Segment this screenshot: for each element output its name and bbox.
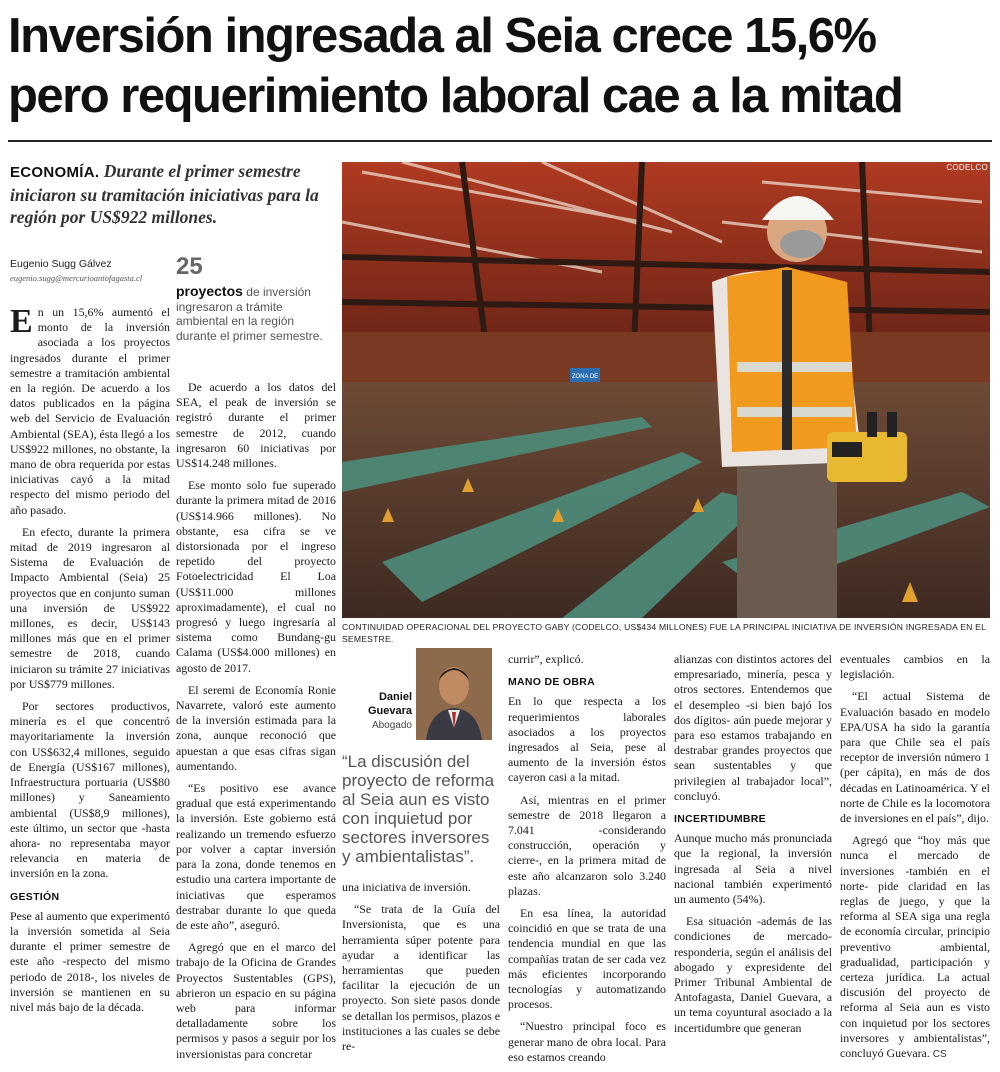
paragraph: Esa situación -además de las condiciones de mercado- responderia, según el análisis del abogado y expresidente del Primer Tribunal Ambiental de Antofagasta, Daniel Guevara, a un tema coyuntural asociado a la incertidumbre que generan bbox=[674, 914, 832, 1035]
stat-number: 25 bbox=[176, 253, 203, 280]
headline bbox=[8, 6, 992, 126]
headline-line1: Inversión ingresada al Seia crece 15,6% bbox=[8, 9, 876, 63]
paragraph: Aunque mucho más pronunciada que la regional, la inversión ingresada al Seia a nivel nacional también experimentó un aumento (54%). bbox=[674, 831, 832, 907]
person-name: Daniel Guevara bbox=[367, 691, 412, 717]
stat-bold: proyectos bbox=[176, 283, 243, 299]
portrait-caption bbox=[342, 690, 412, 731]
portrait-photo bbox=[416, 648, 492, 740]
lead-text: Durante el primer semestre iniciaron su tramitación iniciativas para la región por US$922 millones. bbox=[10, 161, 319, 227]
paragraph: eventuales cambios en la legislación. bbox=[840, 652, 990, 682]
paragraph: Por sectores productivos, minería es el que concentró mayoritariamente la inversión con US$632,4 millones, seguido de Energía (US$167 millones), Infraestructura portuaria (US$80 millones) y Saneamiento ambiental (US$8,9 millones), este último, un sector que -hasta ahora- no representaba mayor relevancia en materia de inversión en la zona. bbox=[10, 699, 170, 881]
photo-credit: CODELCO bbox=[946, 163, 988, 172]
subhead-gestion: GESTIÓN bbox=[10, 890, 60, 903]
photo-caption: CONTINUIDAD OPERACIONAL DEL PROYECTO GABY (CODELCO, US$434 MILLONES) FUE LA PRINCIPAL INICIATIVA DE INVERSIÓN INGRESADA EN EL SEMESTRE. bbox=[342, 622, 986, 644]
article-photo bbox=[342, 162, 990, 618]
byline bbox=[10, 258, 170, 283]
author-name: Eugenio Sugg Gálvez bbox=[10, 258, 112, 270]
end-mark: CS bbox=[932, 1049, 947, 1061]
drop-cap: E bbox=[10, 303, 33, 340]
paragraph: De acuerdo a los datos del SEA, el peak de inversión se registró durante el primer semestre de 2012, cuando ingresaron 60 iniciativas por US$14.248 millones. bbox=[176, 380, 336, 471]
industrial-plant-photo bbox=[342, 162, 990, 618]
headline-rule bbox=[8, 140, 992, 142]
headline-line2: pero requerimiento laboral cae a la mitad bbox=[8, 69, 903, 123]
paragraph: alianzas con distintos actores del empresariado, minería, pesca y otros sectores. Entendemos que el desempleo -si bien bajó los dos dígitos- aún puede mejorar y para eso estamos trabajando en destrabar grandes proyectos que sean sustentables y que privilegien al trabajador local”, concluyó. bbox=[674, 652, 832, 803]
paragraph: Agregó que en el marco del trabajo de la Oficina de Grandes Proyectos Sustentables (GPS), abrieron un espacio en su página web para informar detalladamente sobre los permisos y pasos a seguir por los inversionistas para concretar bbox=[176, 940, 336, 1061]
paragraph: Agregó que “hoy más que nunca el mercado de inversiones -también en el norte- pide claridad en las reglas de juego, y que la reforma al SEA siga una regla de economía circular, principio preventivo ambiental, gradualidad, participación y certeza jurídica. La actual discusión del proyecto de reforma al Seia aun es visto con inquietud por los sectores inversores y ambientalistas”, concluyó Guevara. CS bbox=[840, 833, 990, 1061]
article-column-3 bbox=[342, 880, 500, 1061]
article-column-1 bbox=[10, 305, 170, 1022]
paragraph: Ese monto solo fue superado durante la primera mitad de 2016 (US$14.966 millones). No obstante, esa cifra se ve distorsionada por el ingreso repetido del proyecto Fotoelectricidad El Loa (US$11.000 millones aproximadamente), el cual no progresó y luego ingresaría al sistema como Bundang-gu Calama (US$4.000 millones) en agosto de 2017. bbox=[176, 478, 336, 675]
paragraph: Así, mientras en el primer semestre de 2018 llegaron a 7.041 -considerando construcción, operación y cierre-, en la primera mitad de este año alcanzaron solo 3.240 plazas. bbox=[508, 792, 666, 898]
article-column-2 bbox=[176, 380, 336, 1069]
stat-callout bbox=[176, 254, 338, 343]
paragraph: En esa línea, la autoridad coincidió en que se trata de una tendencia mundial en que las compañías tratan de ser cada vez más eficientes incorporando tecnologías y automatizando procesos. bbox=[508, 906, 666, 1012]
subhead-incertidumbre: INCERTIDUMBRE bbox=[674, 813, 766, 826]
subhead-mano-de-obra: MANO DE OBRA bbox=[508, 676, 596, 689]
paragraph: En efecto, durante la primera mitad de 2019 ingresaron al Sistema de Evaluación de Impacto Ambiental (Seia) 25 proyectos que en conjunto suman una inversión de US$922 millones, es decir, US$143 millones más que en el primer semestre de 2018, cuando iniciaron su trámite 27 iniciativas por US$779 millones. bbox=[10, 524, 170, 691]
lead-paragraph bbox=[10, 160, 332, 228]
paragraph: currir”, explicó. bbox=[508, 652, 584, 666]
stat-text: de inversión ingresaron a trámite ambiental en la región durante el primer semestre. bbox=[176, 285, 323, 343]
paragraph: “El actual Sistema de Evaluación basado en modelo EPA/USA ha sido la garantía para que Chile sea el país receptor de inversión número 1 (per cápita), en más de dos décadas en Latinoamérica. Y el norte de Chile es la locomotora de inversiones en el país”, dijo. bbox=[840, 689, 990, 826]
paragraph: “Nuestro principal foco es generar mano de obra local. Para eso estamos creando bbox=[508, 1019, 666, 1064]
zone-sign: ZONA DE bbox=[571, 374, 599, 380]
article-column-6 bbox=[840, 652, 990, 1069]
article-column-4 bbox=[508, 652, 666, 1072]
author-email: eugenio.sugg@mercurioantofagasta.cl bbox=[10, 273, 143, 283]
paragraph: El seremi de Economía Ronie Navarrete, valoró este aumento de la inversión estimada para la zona, aunque reconoció que apuestan a que esas cifras sigan aumentando. bbox=[176, 682, 336, 773]
paragraph: una iniciativa de inversión. bbox=[342, 880, 471, 894]
paragraph: “Se trata de la Guía del Inversionista, que es una herramienta súper potente para ayudar a identificar las herramientas que pueden facilitar la ejecución de un proyecto. Son siete pasos donde se detallan los permisos, plazos e instituciones a las cuales se debe re- bbox=[342, 902, 500, 1054]
paragraph: En un 15,6% aumentó el monto de la inversión asociada a los proyectos ingresados durante el primer semestre a tramitación ambiental en la región. De acuerdo a los datos publicados en la página web del Servicio de Evaluación Ambiental (SEA), ésta llegó a los US$922 millones, no obstante, la mano de obra requerida por estas iniciativas cayó a la mitad respecto del mismo periodo del año pasado. bbox=[10, 303, 170, 517]
paragraph: “Es positivo ese avance gradual que está experimentando la inversión. Este gobierno está realizando un tremendo esfuerzo por volver a captar inversión para la zona, donde tenemos en estudio una cartera importante de iniciativas que esperamos destrabar durante lo que queda de este año”, aseguró. bbox=[176, 781, 336, 932]
paragraph: Pese al aumento que experimentó la inversión sometida al Seia durante el primer semestre de este año -respecto del mismo periodo de 2018-, los niveles de inversión se mantienen en su nivel más bajo de la década. bbox=[10, 908, 170, 1014]
paragraph: En lo que respecta a los requerimientos laborales asociados a los proyectos ingresados al Seia, pese al aumento de la inversión éstos cayeron casi a la mitad. bbox=[508, 694, 666, 785]
person-role: Abogado bbox=[371, 720, 412, 731]
article-column-5 bbox=[674, 652, 832, 1043]
section-kicker: ECONOMÍA. bbox=[10, 164, 100, 181]
pull-quote: “La discusión del proyecto de reforma al Seia aun es visto con inquietud por sectores inversores y ambientalistas”. bbox=[342, 752, 495, 866]
